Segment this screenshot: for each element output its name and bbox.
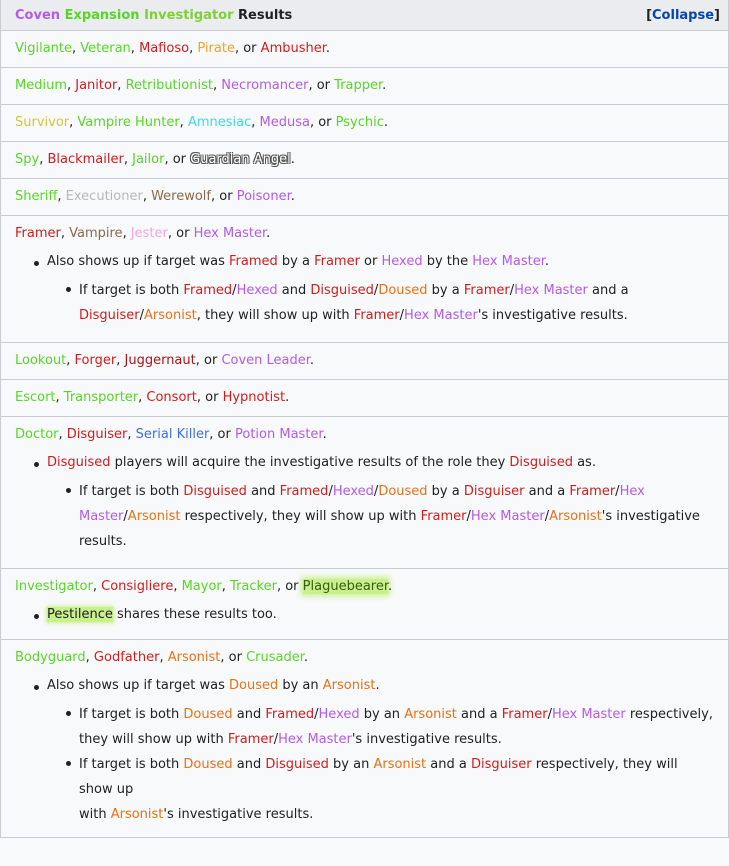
role-link[interactable]: Mayor: [181, 579, 222, 594]
role-link[interactable]: Hex Master: [551, 707, 626, 722]
role-link[interactable]: Psychic: [335, 115, 384, 130]
role-link[interactable]: Hex Master: [470, 509, 545, 524]
role-link[interactable]: Framer: [314, 254, 360, 269]
row-roles: Bodyguard, Godfather, Arsonist, or Crusader.: [15, 650, 309, 665]
title-coven: Coven: [15, 7, 61, 23]
role-link[interactable]: Arsonist: [404, 707, 457, 722]
note-item: Also shows up if target was Framed by a Framer or Hexed by the Hex Master.: [47, 252, 714, 278]
subnote-item: If target is both Disguised and Framed/Hexed/Doused by a Disguiser and a Framer/Hex Master/Arsonist respectively, they will show up with Framer/Hex Master/Arsonist's investigative results.: [79, 479, 714, 554]
role-link[interactable]: Pestilence: [47, 607, 113, 622]
role-link[interactable]: Sheriff: [15, 189, 58, 204]
role-link[interactable]: Vampire: [69, 226, 123, 241]
role-link[interactable]: Necromancer: [221, 78, 309, 93]
subnote-item: If target is both Doused and Disguised by an Arsonist and a Disguiser respectively, they will show up with Arsonist's investigative results.: [79, 752, 714, 827]
role-link[interactable]: Arsonist: [127, 509, 181, 524]
role-link[interactable]: Arsonist: [549, 509, 602, 524]
role-link[interactable]: Framer: [15, 226, 61, 241]
result-row-7: [1, 343, 728, 380]
role-link[interactable]: Consort: [146, 390, 197, 405]
role-link[interactable]: Executioner: [65, 189, 143, 204]
title-results: Results: [238, 7, 293, 23]
role-link[interactable]: Serial Killer: [135, 427, 210, 442]
role-link[interactable]: Janitor: [75, 78, 118, 93]
role-link[interactable]: Master: [79, 509, 124, 524]
row-roles: Spy, Blackmailer, Jailor, or Guardian Angel.: [15, 152, 295, 167]
role-link[interactable]: Doctor: [15, 427, 59, 442]
role-link[interactable]: Arsonist: [322, 678, 376, 693]
result-row-6: [1, 216, 728, 343]
role-link[interactable]: Blackmailer: [47, 152, 124, 167]
row-roles: Vigilante, Veteran, Mafioso, Pirate, or Ambusher.: [15, 41, 331, 56]
role-link[interactable]: Survivor: [15, 115, 70, 130]
note-item: Pestilence shares these results too.: [47, 605, 714, 625]
role-link[interactable]: Framer: [420, 509, 467, 524]
role-link[interactable]: Hex Master: [193, 226, 267, 241]
subnote-list: [15, 479, 714, 554]
row-roles: Framer, Vampire, Jester, or Hex Master.: [15, 226, 271, 241]
collapse-toggle: [Collapse]: [646, 7, 720, 23]
role-link[interactable]: Arsonist: [167, 650, 221, 665]
note-list: [15, 252, 714, 278]
role-link[interactable]: Trapper: [334, 78, 383, 93]
role-link[interactable]: Guardian Angel: [190, 152, 291, 167]
role-link[interactable]: Hex: [619, 484, 645, 499]
role-link[interactable]: Juggernaut: [124, 353, 196, 368]
collapse-link[interactable]: Collapse: [652, 7, 715, 23]
role-link[interactable]: Tracker: [230, 579, 277, 594]
result-row-1: [1, 31, 728, 68]
role-link[interactable]: Jester: [130, 226, 168, 241]
role-link[interactable]: Framer: [569, 484, 616, 499]
role-link[interactable]: Arsonist: [373, 757, 427, 772]
title-investigator: Investigator: [144, 7, 234, 23]
table-header: [1, 0, 728, 31]
role-link[interactable]: Jailor: [132, 152, 165, 167]
result-row-10: [1, 569, 728, 640]
role-link[interactable]: Hex Master: [514, 283, 588, 298]
role-link[interactable]: Pirate: [197, 41, 235, 56]
result-row-9: [1, 417, 728, 569]
result-row-8: [1, 380, 728, 417]
role-link[interactable]: Vigilante: [15, 41, 72, 56]
role-link[interactable]: Hypnotist: [222, 390, 286, 405]
role-link[interactable]: Crusader: [246, 650, 304, 665]
role-link[interactable]: Medusa: [259, 115, 310, 130]
role-link[interactable]: Hex Master: [278, 732, 352, 747]
subnote-list: [15, 702, 714, 827]
note-item: Also shows up if target was Doused by an Arsonist.: [47, 676, 714, 702]
subnote-list: [15, 278, 714, 328]
role-link[interactable]: Ambusher: [260, 41, 326, 56]
row-roles: Sheriff, Executioner, Werewolf, or Poisoner.: [15, 189, 295, 204]
role-link[interactable]: Framer: [501, 707, 548, 722]
role-link[interactable]: Transporter: [63, 390, 139, 405]
role-link[interactable]: Lookout: [15, 353, 67, 368]
role-link[interactable]: Framer: [353, 308, 400, 323]
result-row-5: [1, 179, 728, 216]
role-link[interactable]: Coven Leader: [221, 353, 310, 368]
role-link[interactable]: Disguiser: [79, 308, 140, 323]
role-link[interactable]: Consigliere: [101, 579, 174, 594]
row-roles: Doctor, Disguiser, Serial Killer, or Potion Master.: [15, 427, 327, 442]
role-link[interactable]: Hex Master: [404, 308, 478, 323]
role-link[interactable]: Medium: [15, 78, 67, 93]
note-list: [15, 676, 714, 702]
role-link[interactable]: Godfather: [93, 650, 160, 665]
result-row-4: [1, 142, 728, 179]
row-roles: Lookout, Forger, Juggernaut, or Coven Leader.: [15, 353, 315, 368]
role-link[interactable]: Arsonist: [110, 807, 164, 822]
row-roles: Medium, Janitor, Retributionist, Necromancer, or Trapper.: [15, 78, 387, 93]
result-row-3: [1, 105, 728, 142]
note-list: [15, 453, 714, 479]
role-link[interactable]: Investigator: [15, 579, 93, 594]
note-item: Disguised players will acquire the investigative results of the role they Disguised as.: [47, 453, 714, 479]
role-link[interactable]: Potion Master: [235, 427, 323, 442]
role-link[interactable]: Vampire Hunter: [77, 115, 180, 130]
result-row-11: [1, 640, 728, 838]
note-list: [15, 605, 714, 625]
role-link[interactable]: Retributionist: [125, 78, 213, 93]
table-title: [15, 8, 292, 23]
subnote-item: If target is both Framed/Hexed and Disguised/Doused by a Framer/Hex Master and a Disguiser/Arsonist, they will show up with Framer/Hex Master's investigative results.: [79, 278, 714, 328]
role-link[interactable]: Bodyguard: [15, 650, 86, 665]
role-link[interactable]: Amnesiac: [187, 115, 252, 130]
role-link[interactable]: Disguiser: [66, 427, 128, 442]
subnote-item: If target is both Doused and Framed/Hexed by an Arsonist and a Framer/Hex Master respectively, they will show up with Framer/Hex Master's investigative results.: [79, 702, 714, 752]
role-link[interactable]: Arsonist: [144, 308, 197, 323]
row-roles: Survivor, Vampire Hunter, Amnesiac, Medusa, or Psychic.: [15, 115, 389, 130]
role-link[interactable]: Framer: [227, 732, 274, 747]
role-link[interactable]: Disguiser: [463, 484, 525, 499]
role-link[interactable]: Forger: [74, 353, 117, 368]
role-link[interactable]: Hex Master: [472, 254, 545, 269]
role-link[interactable]: Werewolf: [151, 189, 211, 204]
title-expansion: Expansion: [64, 7, 140, 23]
role-link[interactable]: Disguiser: [470, 757, 532, 772]
role-link[interactable]: Mafioso: [139, 41, 190, 56]
role-link[interactable]: Escort: [15, 390, 56, 405]
row-roles: Escort, Transporter, Consort, or Hypnotist.: [15, 390, 290, 405]
role-link[interactable]: Framer: [463, 283, 510, 298]
role-link[interactable]: Spy: [15, 152, 40, 167]
row-roles: Investigator, Consigliere, Mayor, Tracker, or Plaguebearer.: [15, 579, 393, 594]
role-link[interactable]: Veteran: [80, 41, 131, 56]
role-link[interactable]: Poisoner: [236, 189, 291, 204]
role-link[interactable]: Plaguebearer: [302, 579, 388, 594]
result-row-2: [1, 68, 728, 105]
